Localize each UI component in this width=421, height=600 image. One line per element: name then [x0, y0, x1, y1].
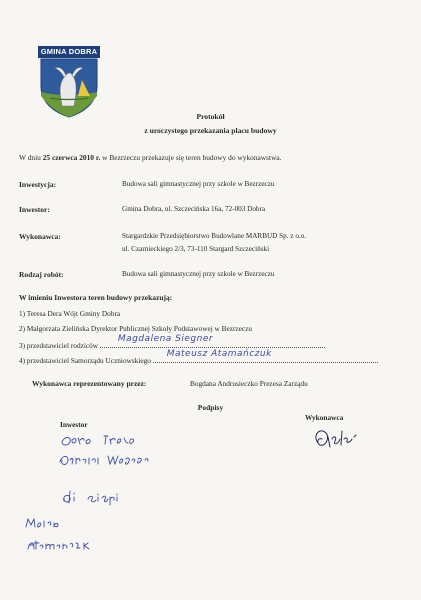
podpisy-wykonawca-label: Wykonawca	[305, 413, 344, 422]
wykonawca-value-line1: Stargardzkie Przedsiębiorstwo Budowlane MARBUD Sp. z o.o.	[122, 232, 307, 240]
signature-wykonawca-icon	[310, 425, 362, 455]
rodzaj-robot-label: Rodzaj robót:	[19, 270, 64, 279]
przekazuja-item-1: 1) Teresa Dera Wójt Gminy Dobra	[19, 309, 121, 318]
handwritten-uczen-name: Mateusz Atamańczuk	[166, 349, 272, 359]
przekazuja-item-4	[19, 349, 378, 365]
signature-rodzic-icon	[60, 487, 140, 509]
inwestycja-value: Budowa sali gimnastycznej przy szkole w Bezrzeczu	[122, 180, 275, 188]
intro-date: 25 czerwca 2010 r.	[42, 153, 101, 162]
reprezentant-label: Wykonawca reprezentowany przez:	[32, 379, 147, 388]
intro-suffix: w Bezrzeczu przekazuje się teren budowy do wykonawstwa.	[102, 153, 282, 162]
przekazuja-item-3-text: 3) przedstawiciel rodziców	[19, 341, 99, 350]
inwestor-label: Inwestor:	[19, 205, 50, 214]
wykonawca-label: Wykonawca:	[19, 232, 61, 241]
intro-line	[19, 153, 282, 162]
przekazuja-item-4-fill-line	[153, 349, 378, 363]
przekazuja-item-3-fill-line	[100, 334, 325, 348]
przekazuja-item-2: 2) Małgorzata Zielińska Dyrektor Publicznej Szkoły Podstawowej w Bezrzeczu	[19, 324, 253, 333]
wykonawca-value-line2: ul. Czarnieckiego 2/3, 73-110 Stargard Szczeciński	[122, 245, 270, 253]
signature-inwestor-1-icon	[58, 432, 158, 484]
inwestycja-label: Inwestycja:	[19, 180, 57, 189]
podpisy-heading: Podpisy	[197, 403, 224, 412]
document-subtitle: z uroczystego przekazania placu budowy	[144, 126, 277, 135]
document-title: Protokół	[196, 112, 225, 121]
rodzaj-robot-value: Budowa sali gimnastycznej przy szkole w Bezrzeczu	[122, 270, 275, 278]
przekazuja-heading: W imieniu Inwestora teren budowy przekazują:	[19, 293, 173, 302]
signature-uczen-icon	[22, 515, 102, 565]
intro-prefix: W dniu	[19, 153, 41, 162]
handwritten-rodzic-name: Magdalena Siegner	[117, 334, 214, 344]
reprezentant-value: Bogdana Andrusieczko Prezesa Zarządu	[190, 379, 308, 388]
gmina-dobra-crest	[38, 46, 100, 118]
crest-label: GMINA DOBRA	[40, 47, 98, 56]
przekazuja-item-4-text: 4) przedstawiciel Samorządu Uczniowskiego	[19, 356, 151, 365]
inwestor-value: Gmina Dobra, ul. Szczecińska 16a, 72-003 Dobra	[122, 205, 266, 213]
podpisy-inwestor-label: Inwestor	[60, 420, 88, 429]
